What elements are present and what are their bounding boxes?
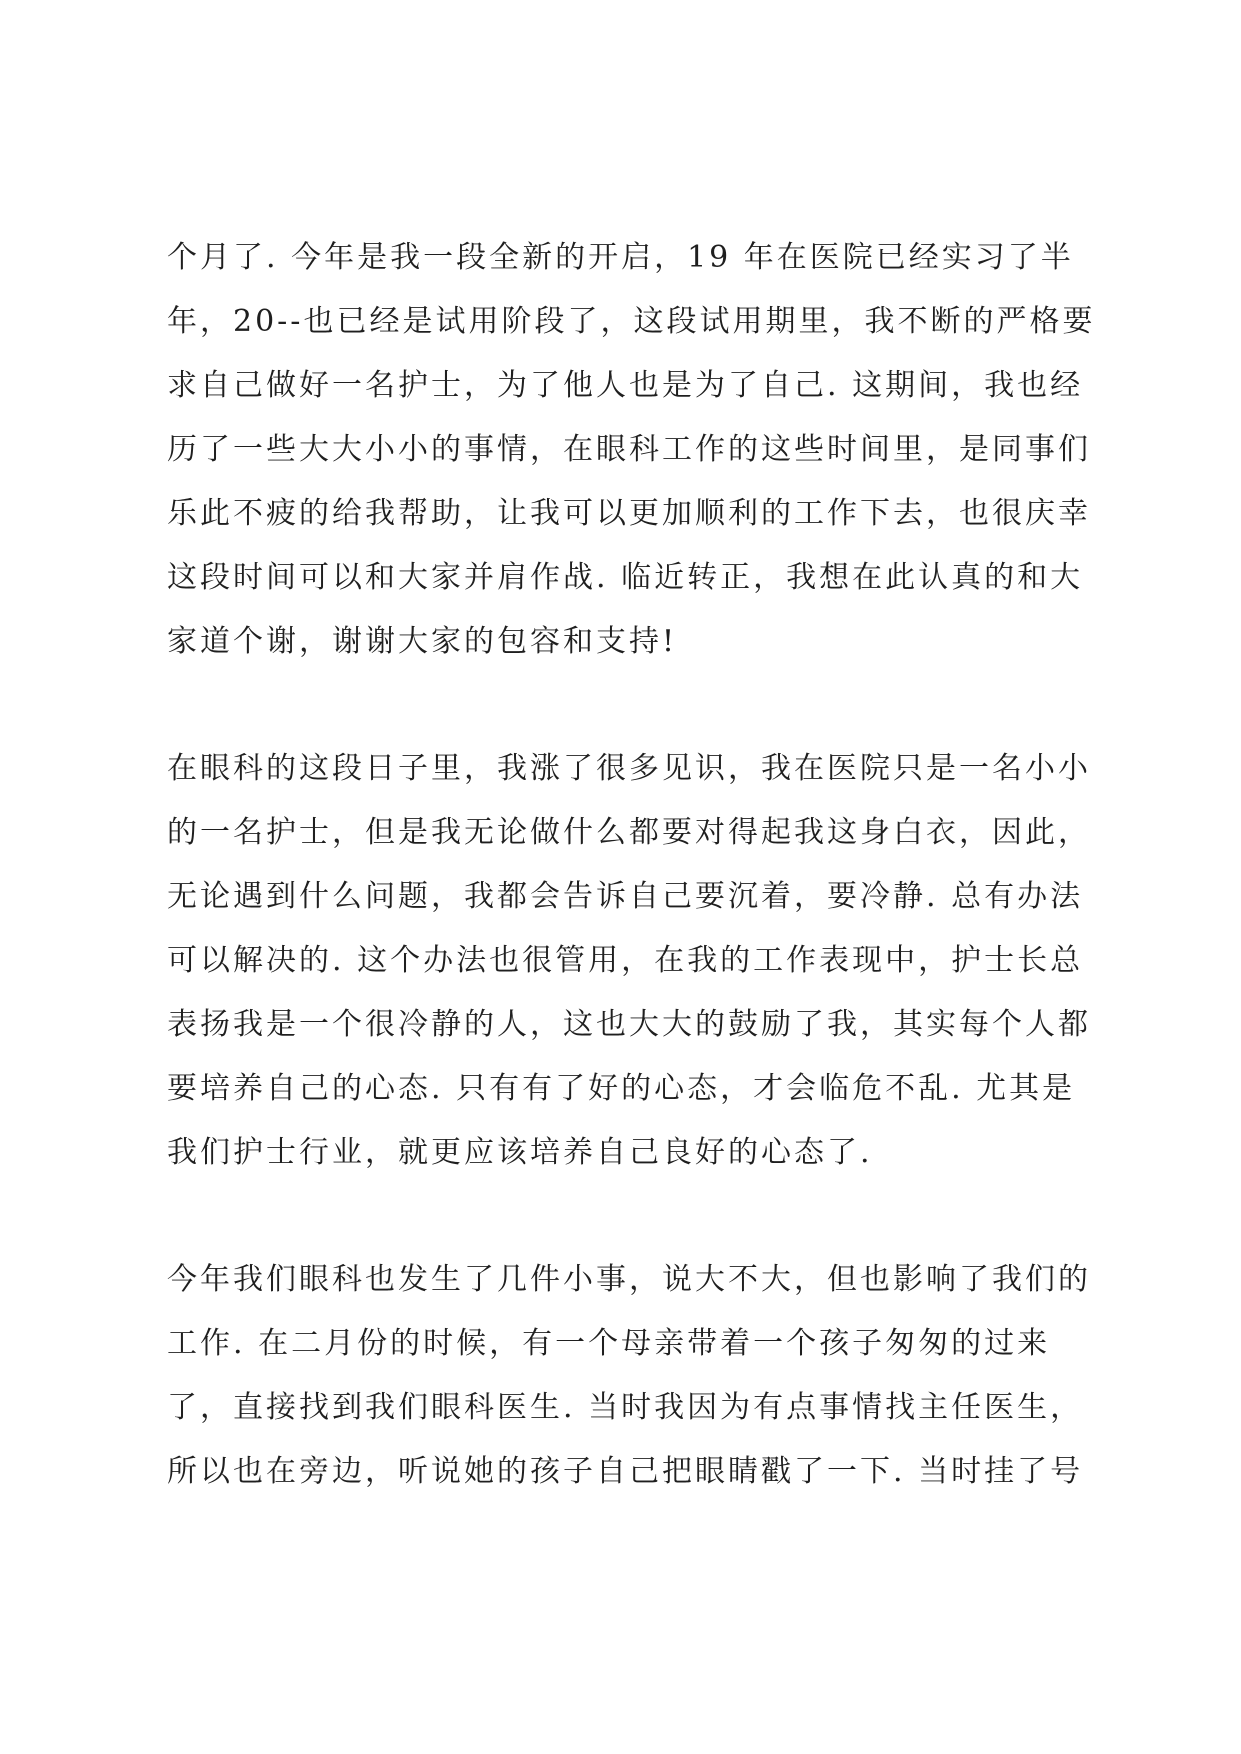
text-line: 了，直接找到我们眼科医生. 当时我因为有点事情找主任医生， [167,1390,1084,1425]
paragraph-gap [167,674,1102,737]
text-line: 乐此不疲的给我帮助，让我可以更加顺利的工作下去，也很庆幸 [167,496,1091,531]
text-line: 个月了. 今年是我一段全新的开启，19 年在医院已经实习了半 [167,240,1074,275]
paragraph-gap [167,1185,1102,1248]
text-line: 家道个谢，谢谢大家的包容和支持! [167,624,678,659]
text-line: 无论遇到什么问题，我都会告诉自己要沉着，要冷静. 总有办法 [167,879,1084,914]
text-line: 表扬我是一个很冷静的人，这也大大的鼓励了我，其实每个人都 [167,1007,1091,1042]
text-line: 要培养自己的心态. 只有有了好的心态，才会临危不乱. 尤其是 [167,1071,1076,1106]
text-line: 求自己做好一名护士，为了他人也是为了自己. 这期间，我也经 [167,368,1084,403]
body-text [167,226,1102,1504]
text-line: 我们护士行业，就更应该培养自己良好的心态了. [167,1135,873,1170]
text-line: 年，20--也已经是试用阶段了，这段试用期里，我不断的严格要 [167,304,1096,339]
text-line: 在眼科的这段日子里，我涨了很多见识，我在医院只是一名小小 [167,751,1091,786]
text-line: 历了一些大大小小的事情，在眼科工作的这些时间里，是同事们 [167,432,1091,467]
text-line: 所以也在旁边，听说她的孩子自己把眼睛戳了一下. 当时挂了号 [167,1454,1084,1489]
text-line: 可以解决的. 这个办法也很管用，在我的工作表现中，护士长总 [167,943,1084,978]
text-line: 这段时间可以和大家并肩作战. 临近转正，我想在此认真的和大 [167,560,1084,595]
paragraph-3 [167,1248,1102,1504]
text-line: 的一名护士，但是我无论做什么都要对得起我这身白衣，因此， [167,815,1091,850]
text-line: 今年我们眼科也发生了几件小事，说大不大，但也影响了我们的 [167,1262,1091,1297]
paragraph-1 [167,226,1102,674]
paragraph-2 [167,737,1102,1185]
text-line: 工作. 在二月份的时候，有一个母亲带着一个孩子匆匆的过来 [167,1326,1051,1361]
